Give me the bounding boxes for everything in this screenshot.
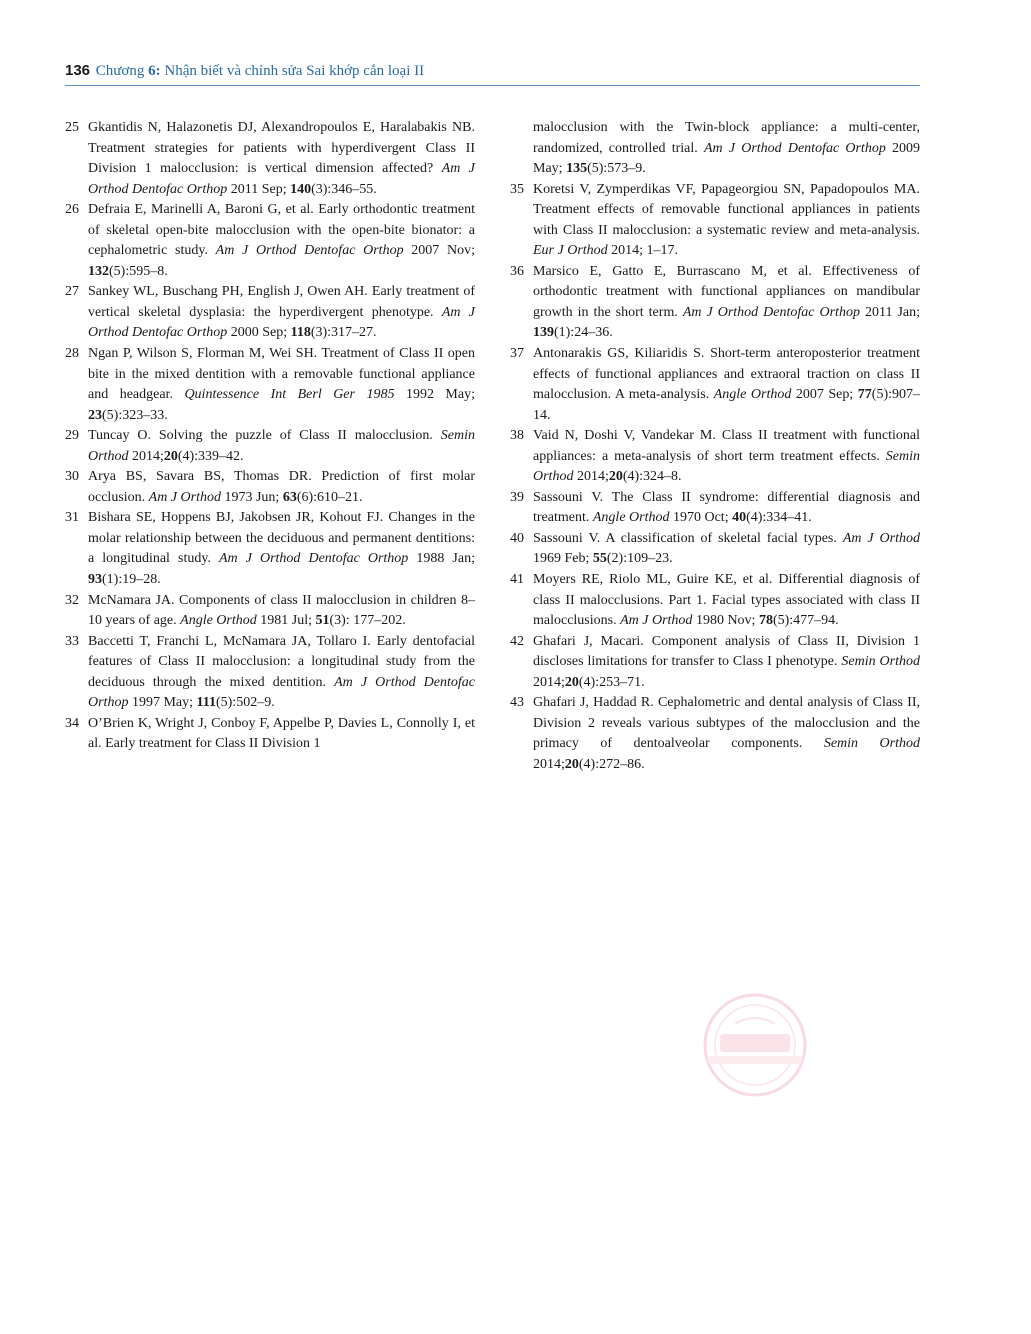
volume-number: 135 xyxy=(566,161,588,177)
journal-name: Semin Orthod xyxy=(823,736,920,752)
reference-text: Antonarakis GS, Kiliaridis S. Short-term anteroposterior treatment effects of functional appliances and extraoral traction on class II malocclusion. A meta-analysis. xyxy=(533,346,920,403)
reference-item xyxy=(65,344,475,426)
volume-number: 51 xyxy=(315,613,330,629)
reference-text: (3):317–27. xyxy=(310,325,377,341)
journal-name: Semin Orthod xyxy=(841,654,920,670)
reference-item xyxy=(510,570,920,632)
journal-name: Quintessence Int Berl Ger 1985 xyxy=(184,387,395,403)
volume-number: 118 xyxy=(290,325,311,341)
volume-number: 78 xyxy=(758,613,773,629)
journal-name: Am J Orthod Dentofac Orthop xyxy=(88,674,475,711)
reference-item xyxy=(510,529,920,570)
journal-name: Am J Orthod Dentofac Orthop xyxy=(88,304,475,341)
reference-text: (5):323–33. xyxy=(102,407,168,423)
journal-name: Semin Orthod xyxy=(533,448,920,485)
volume-number: 140 xyxy=(290,181,312,197)
watermark-stamp-icon xyxy=(700,990,810,1100)
volume-number: 55 xyxy=(592,551,607,567)
reference-number: 25 xyxy=(65,120,79,135)
reference-text: (6):610–21. xyxy=(296,489,363,505)
chapter-number: 6: xyxy=(148,63,161,79)
journal-name: Eur J Orthod xyxy=(533,243,608,259)
reference-text: 1969 Feb; xyxy=(533,551,593,567)
volume-number: 63 xyxy=(282,489,297,505)
journal-name: Am J Orthod xyxy=(620,613,693,629)
reference-text: McNamara JA. Components of class II malocclusion in children 8–10 years of age. xyxy=(88,592,475,629)
reference-text: Gkantidis N, Halazonetis DJ, Alexandropoulos E, Haralabakis NB. Treatment strategies for patients with hyperdivergent Class II Division 1 malocclusion: is vertical dimension affected? xyxy=(88,120,475,177)
reference-text: Tuncay O. Solving the puzzle of Class II malocclusion. xyxy=(88,428,441,444)
reference-number: 32 xyxy=(65,592,79,608)
reference-text: 1980 Nov; xyxy=(692,613,759,629)
reference-text: (5):907–14. xyxy=(533,387,921,423)
reference-text: (5):477–94. xyxy=(772,613,839,629)
reference-item xyxy=(510,344,920,426)
reference-text: 2007 Sep; xyxy=(791,387,858,403)
reference-text: (4):272–86. xyxy=(578,756,645,772)
reference-text: 1992 May; xyxy=(394,387,475,403)
reference-item xyxy=(510,488,920,529)
reference-item xyxy=(65,282,475,344)
reference-number: 43 xyxy=(510,695,524,711)
journal-name: Am J Orthod Dentofac Orthop xyxy=(703,140,886,156)
reference-number: 33 xyxy=(65,633,79,649)
reference-text: Ngan P, Wilson S, Florman M, Wei SH. Treatment of Class II open bite in the mixed dentition with a removable functional appliance and headgear. xyxy=(88,346,475,403)
volume-number: 77 xyxy=(857,387,872,403)
reference-text: Arya BS, Savara BS, Thomas DR. Prediction of first molar occlusion. xyxy=(88,469,475,505)
reference-text: 2000 Sep; xyxy=(227,325,291,341)
volume-number: 93 xyxy=(88,572,102,588)
reference-text: (1):24–36. xyxy=(554,325,613,341)
reference-number: 39 xyxy=(510,489,524,505)
reference-item xyxy=(510,426,920,488)
reference-item xyxy=(65,714,475,755)
reference-text: Sassouni V. A classification of skeletal facial types. xyxy=(533,530,843,546)
reference-item xyxy=(65,508,475,590)
reference-item xyxy=(510,693,920,775)
volume-number: 20 xyxy=(564,674,579,690)
reference-text: (5):573–9. xyxy=(587,161,646,177)
reference-number: 35 xyxy=(510,181,524,197)
journal-name: Am J Orthod Dentofac Orthop xyxy=(215,243,404,259)
reference-text: 1981 Jul; xyxy=(256,613,316,629)
journal-name: Am J Orthod Dentofac Orthop xyxy=(682,304,860,320)
references-column-right xyxy=(510,118,920,776)
journal-name: Angle Orthod xyxy=(592,510,670,526)
reference-text: Sankey WL, Buschang PH, English J, Owen AH. Early treatment of vertical skeletal dysplasia: the hyperdivergent phenotype. xyxy=(88,284,475,320)
volume-number: 20 xyxy=(608,469,623,485)
reference-text: 2014; xyxy=(573,469,609,485)
reference-item xyxy=(65,118,475,200)
reference-item xyxy=(510,118,920,180)
journal-name: Semin Orthod xyxy=(88,428,475,464)
reference-text: (3): 177–202. xyxy=(329,613,406,629)
reference-text: 2014; xyxy=(533,674,565,690)
reference-text: 2011 Sep; xyxy=(227,181,291,197)
reference-number: 28 xyxy=(65,346,79,362)
reference-item xyxy=(65,467,475,508)
reference-number: 38 xyxy=(510,428,524,444)
reference-text: (1):19–28. xyxy=(102,572,161,588)
reference-text: (2):109–23. xyxy=(606,551,673,567)
chapter-label: Chương xyxy=(95,63,145,79)
reference-text: Koretsi V, Zymperdikas VF, Papageorgiou SN, Papadopoulos MA. Treatment effects of removable functional appliances in patients with Class II malocclusion: a systematic review and meta-analysis. xyxy=(533,181,920,238)
reference-text: (4):324–8. xyxy=(622,469,682,485)
journal-name: Am J Orthod Dentofac Orthop xyxy=(218,551,409,567)
volume-number: 111 xyxy=(196,695,216,711)
reference-text: 2014; 1–17. xyxy=(607,243,679,259)
reference-text: (4):339–42. xyxy=(177,448,244,464)
reference-item xyxy=(65,591,475,632)
reference-number: 26 xyxy=(65,202,79,218)
reference-number: 42 xyxy=(510,633,524,649)
reference-text: (4):334–41. xyxy=(746,510,812,526)
references-column-left xyxy=(65,118,475,755)
reference-text: 2007 Nov; xyxy=(403,243,475,259)
reference-text: Baccetti T, Franchi L, McNamara JA, Tollaro I. Early dentofacial features of Class II malocclusion: a longitudinal study from the deciduous through the mixed dentition. xyxy=(88,633,475,690)
volume-number: 40 xyxy=(732,510,747,526)
reference-number: 30 xyxy=(65,469,79,485)
reference-item xyxy=(510,180,920,262)
reference-text: Defraia E, Marinelli A, Baroni G, et al. Early orthodontic treatment of skeletal open-bite malocclusion with the open-bite bionator: a cephalometric study. xyxy=(88,202,475,259)
reference-item xyxy=(65,632,475,714)
reference-number: 31 xyxy=(65,510,79,526)
page-number: 136 xyxy=(65,62,91,79)
reference-text: (5):502–9. xyxy=(215,695,275,711)
journal-name: Am J Orthod Dentofac Orthop xyxy=(88,161,475,197)
reference-text: Ghafari J, Haddad R. Cephalometric and dental analysis of Class II, Division 2 reveals various subtypes of the malocclusion and the primacy of dentoalveolar components. xyxy=(533,695,920,752)
reference-text: 2009 May; xyxy=(533,140,921,177)
reference-number: 40 xyxy=(510,530,524,546)
journal-name: Am J Orthod xyxy=(148,489,221,505)
reference-number: 41 xyxy=(510,572,524,588)
reference-text: Marsico E, Gatto E, Burrascano M, et al. Effectiveness of orthodontic treatment with functional appliances on mandibular growth in the short term. xyxy=(533,263,920,320)
journal-name: Am J Orthod xyxy=(842,530,921,546)
reference-text: Ghafari J, Macari. Component analysis of Class II, Division 1 discloses limitations for transfer to Class I phenotype. xyxy=(533,633,920,670)
reference-text: (3):346–55. xyxy=(311,181,377,197)
reference-text: (5):595–8. xyxy=(109,263,168,279)
reference-text: Moyers RE, Riolo ML, Guire KE, et al. Differential diagnosis of class II malocclusions. Part 1. Facial types associated with class II malocclusions. xyxy=(533,572,920,629)
reference-text: malocclusion with the Twin-block appliance: a multi-center, randomized, controlled trial. xyxy=(533,120,920,156)
volume-number: 139 xyxy=(533,325,554,341)
reference-item xyxy=(510,632,920,694)
reference-text: Sassouni V. The Class II syndrome: differential diagnosis and treatment. xyxy=(533,489,920,526)
reference-text: 1997 May; xyxy=(128,695,197,711)
reference-text: Bishara SE, Hoppens BJ, Jakobsen JR, Kohout FJ. Changes in the molar relationship between the deciduous and permanent dentitions: a longitudinal study. xyxy=(88,510,475,567)
volume-number: 23 xyxy=(88,407,102,423)
reference-text: 2011 Jan; xyxy=(859,304,920,320)
reference-number: 29 xyxy=(65,428,79,444)
volume-number: 132 xyxy=(88,263,109,279)
reference-text: O’Brien K, Wright J, Conboy F, Appelbe P, Davies L, Connolly I, et al. Early treatment for Class II Division 1 xyxy=(88,715,475,752)
reference-text: 2014; xyxy=(533,756,565,772)
reference-number: 34 xyxy=(65,715,79,731)
running-header xyxy=(65,60,920,86)
reference-text: 1973 Jun; xyxy=(220,489,283,505)
reference-item xyxy=(510,262,920,344)
journal-name: Angle Orthod xyxy=(713,387,792,403)
journal-name: Angle Orthod xyxy=(180,613,257,629)
reference-number: 36 xyxy=(510,263,524,279)
reference-number: 37 xyxy=(510,346,524,362)
reference-text: Vaid N, Doshi V, Vandekar M. Class II treatment with functional appliances: a meta-analysis of short term treatment effects. xyxy=(533,428,920,464)
reference-number: 27 xyxy=(65,284,79,300)
reference-text: 2014; xyxy=(128,448,164,464)
chapter-title: Nhận biết và chỉnh sửa Sai khớp cắn loại II xyxy=(164,63,425,79)
reference-item xyxy=(65,426,475,467)
reference-item xyxy=(65,200,475,282)
volume-number: 20 xyxy=(564,756,579,772)
reference-text: 1970 Oct; xyxy=(669,510,733,526)
reference-text: 1988 Jan; xyxy=(408,551,475,567)
reference-text: (4):253–71. xyxy=(578,674,645,690)
volume-number: 20 xyxy=(163,448,178,464)
